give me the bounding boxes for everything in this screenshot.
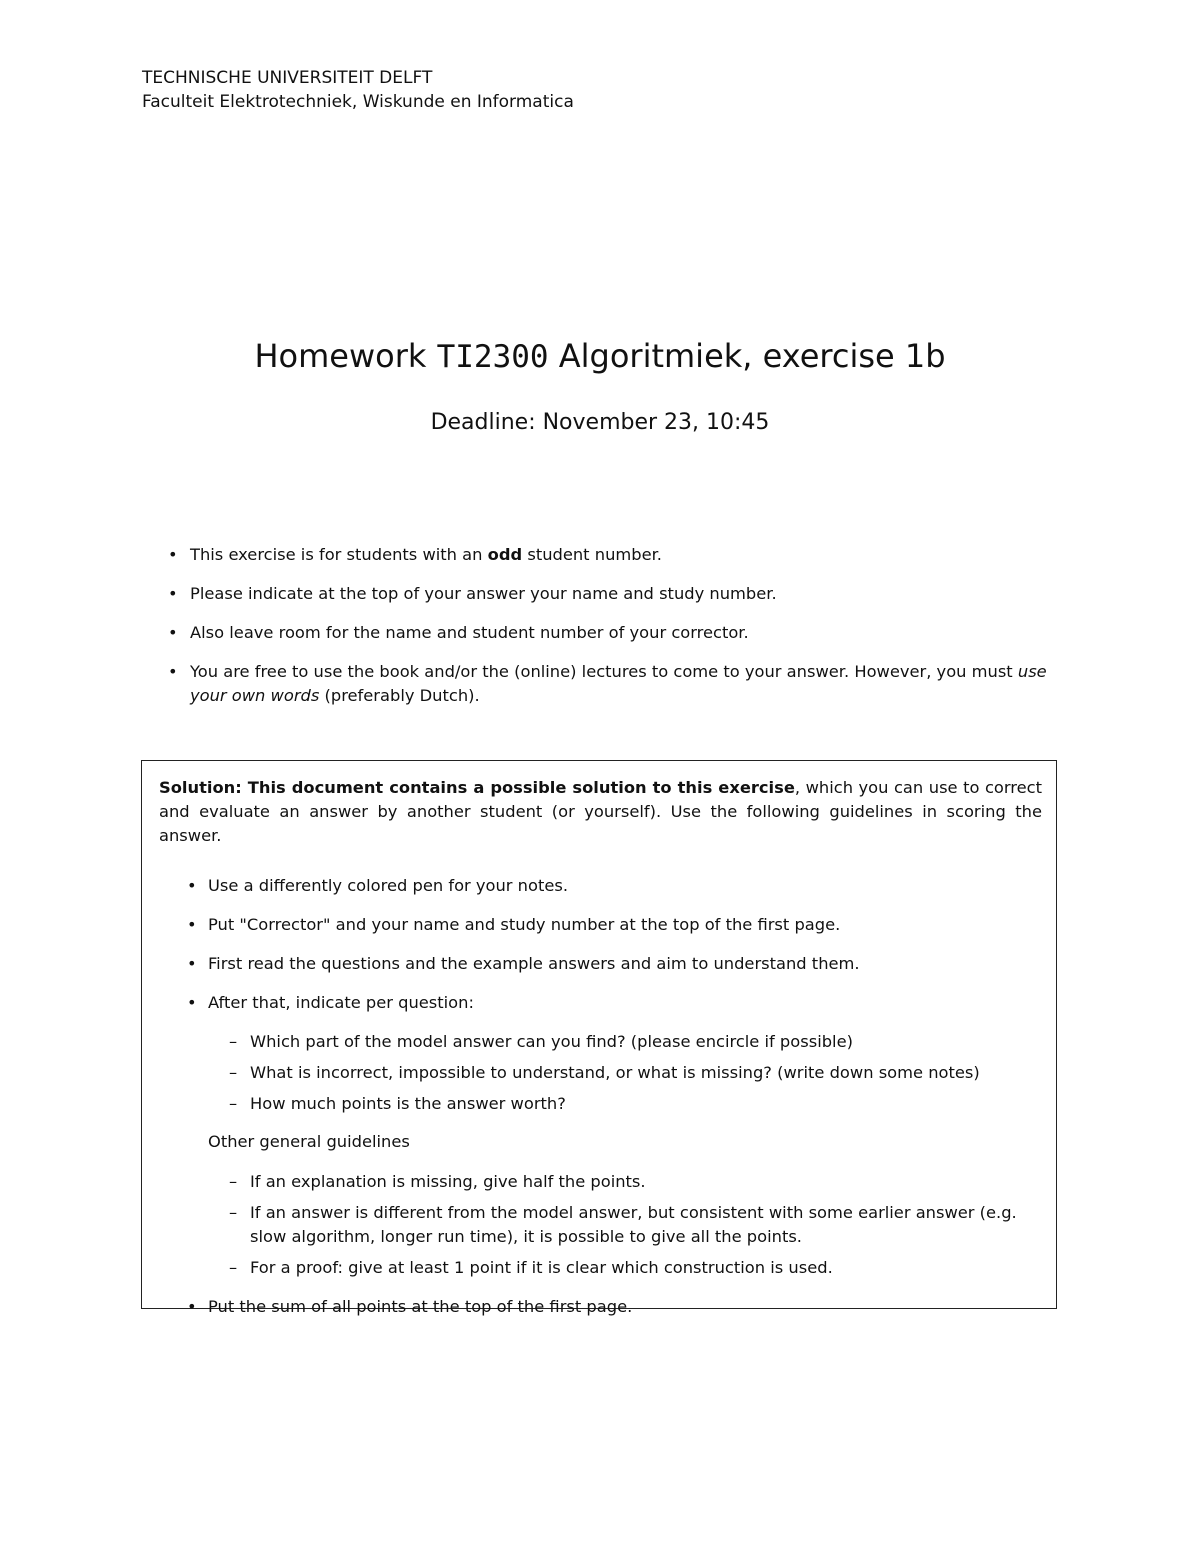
list-item <box>187 991 1042 1280</box>
list-item <box>187 952 1042 976</box>
list-item <box>168 660 1060 708</box>
bullet-icon: • <box>187 993 197 1012</box>
item-emphasis: use your own words <box>190 662 1047 705</box>
sub-list-item <box>229 1061 1042 1085</box>
item-text: student number. <box>522 545 662 564</box>
item-text: How much points is the answer worth? <box>250 1094 566 1113</box>
instructions-list <box>168 543 1060 723</box>
title-suffix: Algoritmiek, exercise 1b <box>548 337 946 375</box>
bullet-icon: • <box>168 623 178 642</box>
deadline: Deadline: November 23, 10:45 <box>430 410 770 435</box>
bullet-icon: • <box>187 915 197 934</box>
bullet-icon: • <box>187 876 197 895</box>
item-text: After that, indicate per question: <box>208 993 474 1012</box>
item-text: Put the sum of all points at the top of the first page. <box>208 1297 633 1316</box>
sub-list-item <box>229 1092 1042 1116</box>
item-text: Use a differently colored pen for your notes. <box>208 876 569 895</box>
list-item <box>168 621 1060 645</box>
item-text: Which part of the model answer can you find? (please encircle if possible) <box>250 1032 853 1051</box>
solution-box <box>141 760 1057 1316</box>
solution-lead: Solution: This document contains a possible solution to this exercise <box>159 778 795 797</box>
item-text: Please indicate at the top of your answer your name and study number. <box>190 584 777 603</box>
dash-icon: – <box>229 1063 238 1082</box>
per-question-list <box>229 1030 1042 1116</box>
item-text: You are free to use the book and/or the (online) lectures to come to your answer. However, you must <box>190 662 1018 681</box>
dash-icon: – <box>229 1258 238 1277</box>
solution-intro <box>159 776 1042 848</box>
sub-list-item <box>229 1170 1042 1194</box>
list-item <box>187 874 1042 898</box>
bullet-icon: • <box>168 584 178 603</box>
item-text: What is incorrect, impossible to understand, or what is missing? (write down some notes) <box>250 1063 980 1082</box>
general-guidelines-list <box>229 1170 1042 1280</box>
item-text: First read the questions and the example answers and aim to understand them. <box>208 954 860 973</box>
list-item <box>187 1295 1042 1319</box>
bullet-icon: • <box>187 1297 197 1316</box>
solution-text: , which you can use to correct and evaluate an answer by another student (or yourself). Use the following guidelines in scoring the answer. <box>159 778 1042 845</box>
item-emphasis: odd <box>487 545 523 564</box>
list-item <box>168 543 1060 567</box>
faculty-name: Faculteit Elektrotechniek, Wiskunde en Informatica <box>142 92 574 112</box>
bullet-icon: • <box>168 662 178 681</box>
bullet-icon: • <box>168 545 178 564</box>
item-text: This exercise is for students with an <box>190 545 488 564</box>
item-text: Also leave room for the name and student number of your corrector. <box>190 623 749 642</box>
solution-content <box>159 776 1042 1334</box>
course-code: TI2300 <box>436 339 549 375</box>
document-header <box>142 66 574 114</box>
item-text: (preferably Dutch). <box>319 686 480 705</box>
university-name: TECHNISCHE UNIVERSITEIT DELFT <box>142 68 433 88</box>
bullet-icon: • <box>187 954 197 973</box>
sub-list-item <box>229 1256 1042 1280</box>
list-item <box>187 913 1042 937</box>
item-text: If an explanation is missing, give half the points. <box>250 1172 646 1191</box>
dash-icon: – <box>229 1032 238 1051</box>
sub-list-item <box>229 1030 1042 1054</box>
item-text: If an answer is different from the model answer, but consistent with some earlier answer (e.g. slow algorithm, longer run time), it is possible to give all the points. <box>250 1203 1017 1246</box>
guidelines-list <box>187 874 1042 1319</box>
general-guidelines-heading: Other general guidelines <box>208 1132 410 1151</box>
dash-icon: – <box>229 1094 238 1113</box>
sub-list-item <box>229 1201 1042 1249</box>
item-text: For a proof: give at least 1 point if it is clear which construction is used. <box>250 1258 833 1277</box>
dash-icon: – <box>229 1172 238 1191</box>
title-prefix: Homework <box>254 337 437 375</box>
item-text: Put "Corrector" and your name and study number at the top of the first page. <box>208 915 841 934</box>
dash-icon: – <box>229 1203 238 1222</box>
document-title <box>0 334 1200 379</box>
list-item <box>168 582 1060 606</box>
